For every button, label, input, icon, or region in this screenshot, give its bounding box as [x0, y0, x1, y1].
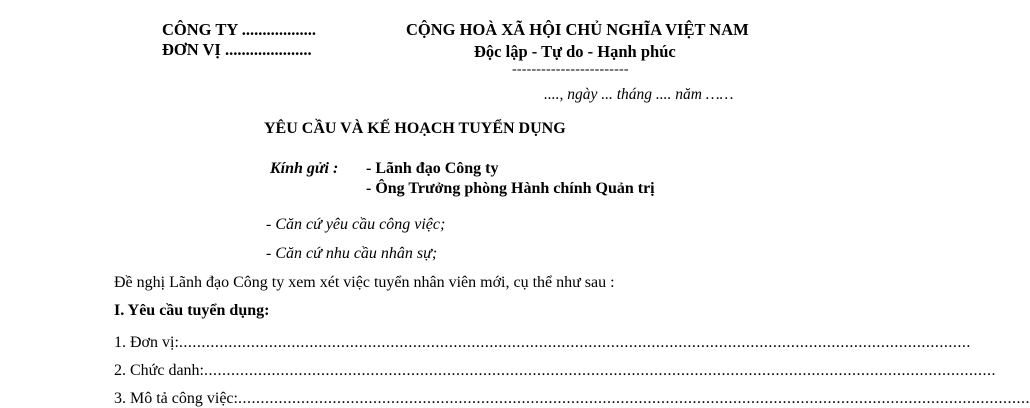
- document-title: YÊU CẦU VÀ KẾ HOẠCH TUYỂN DỤNG: [264, 120, 566, 137]
- company-name-line: CÔNG TY ..................: [162, 20, 317, 39]
- form-field-position[interactable]: [114, 362, 996, 380]
- recipient-item: - Ông Trưởng phòng Hành chính Quản trị: [366, 180, 655, 197]
- header-divider: ------------------------: [512, 62, 629, 77]
- date-line: ...., ngày ... tháng .... năm ……: [544, 86, 734, 103]
- field-label: 2. Chức danh:: [114, 362, 204, 379]
- basis-item: - Căn cứ yêu cầu công việc;: [266, 216, 446, 233]
- form-field-job-description[interactable]: [114, 390, 1030, 408]
- national-motto: Độc lập - Tự do - Hạnh phúc: [474, 42, 676, 61]
- section-title: I. Yêu cầu tuyển dụng:: [114, 302, 270, 319]
- recipients-label: Kính gửi :: [270, 160, 339, 177]
- field-fill-line[interactable]: ................................................................................................................................................................................: [237, 390, 1030, 407]
- field-label: 1. Đơn vị:: [114, 334, 179, 351]
- basis-item: - Căn cứ nhu cầu nhân sự;: [266, 245, 438, 262]
- field-fill-line[interactable]: ................................................................................................................................................................................: [178, 334, 971, 351]
- intro-paragraph: Đề nghị Lãnh đạo Công ty xem xét việc tuyển nhân viên mới, cụ thể như sau :: [114, 274, 615, 291]
- field-fill-line[interactable]: ................................................................................................................................................................................: [204, 362, 996, 379]
- form-field-unit[interactable]: [114, 334, 971, 352]
- national-title: CỘNG HOÀ XÃ HỘI CHỦ NGHĨA VIỆT NAM: [406, 20, 749, 39]
- unit-name-line: ĐƠN VỊ .....................: [162, 40, 312, 59]
- recipient-item: - Lãnh đạo Công ty: [366, 160, 499, 177]
- field-label: 3. Mô tả công việc:: [114, 390, 238, 407]
